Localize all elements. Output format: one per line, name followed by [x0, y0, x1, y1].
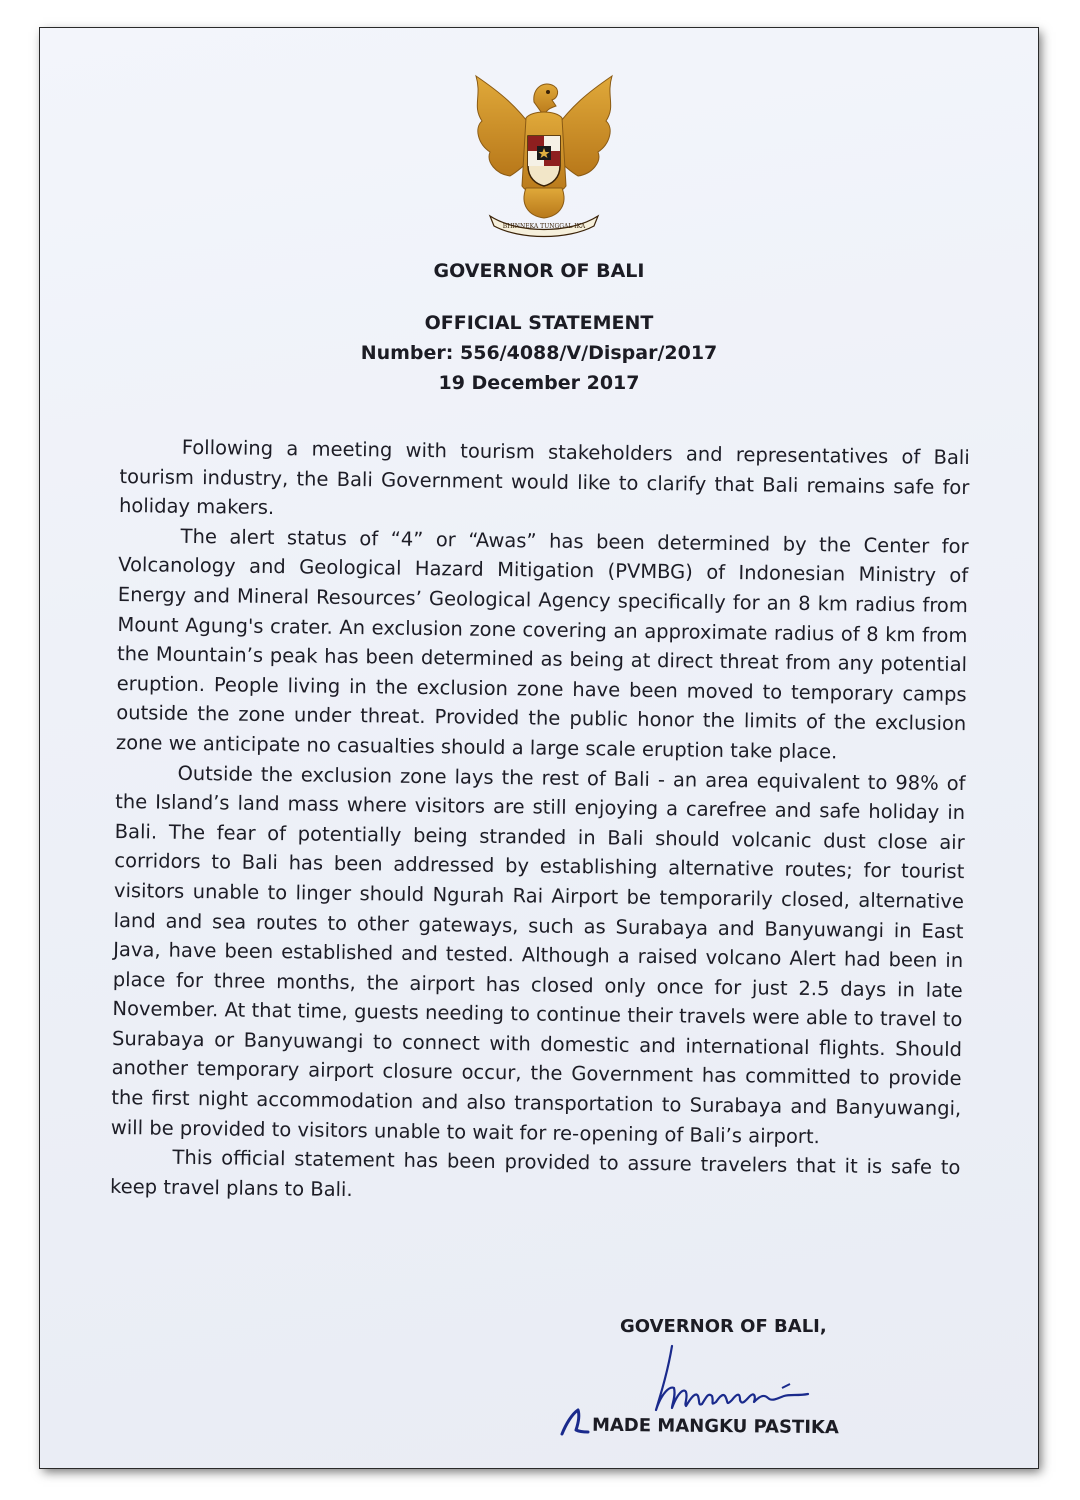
handwritten-signature — [622, 1340, 832, 1420]
garuda-emblem-icon — [468, 66, 620, 238]
document-page — [40, 28, 1038, 1468]
statement-number: Number: 556/4088/V/Dispar/2017 — [360, 342, 718, 364]
signatory-name: MADE MANGKU PASTIKA — [591, 1414, 839, 1439]
paragraph: This official statement has been provided to assure travelers that it is safe to keep travel plans to Bali. — [109, 1146, 961, 1201]
paragraph: The alert status of “4” or “Awas” has been determined by the Center for Volcanology and Geological Hazard Mitigation (PVMBG) of Indonesian Ministry of Energy and Mineral Resources’ Geological Agency specifically for an 8 km radius from Mount Agung's crater. An exclusion zone covering an approximate radius of 8 km from the Mountain’s peak has been determined as being at direct threat from any potential eruption. People living in the exclusion zone have been moved to temporary camps outside the zone under threat. Provided the public honor the limits of the exclusion zone we anticipate no casualties should a large scale eruption take place. — [115, 524, 969, 764]
paragraph: Following a meeting with tourism stakeholders and representatives of Bali tourism industry, the Bali Government would like to clarify that Bali remains safe for holiday makers. — [118, 435, 970, 520]
emblem-motto: BHINNEKA TUNGGAL IKA — [502, 223, 586, 230]
statement-date: 19 December 2017 — [438, 372, 640, 394]
statement-title: OFFICIAL STATEMENT — [424, 312, 654, 334]
statement-body — [110, 432, 970, 1212]
paragraph: Outside the exclusion zone lays the rest of Bali - an area equivalent to 98% of the Island’s land mass where visitors are still enjoying a carefree and safe holiday in Bali. The fear of potentially being stranded in Bali should volcanic dust close air corridors to Bali has been addressed by establishing alternative routes; for tourist visitors unable to linger should Ngurah Rai Airport be temporarily closed, alternative land and sea routes to other gateways, such as Surabaya and Banyuwangi in East Java, have been established and tested. Although a raised volcano Alert had been in place for three months, the airport has closed only once for just 2.5 days in late November. At that time, guests needing to continue their travels were able to travel to Surabaya or Banyuwangi to connect with domestic and international flights. Should another temporary airport closure occur, the Government has committed to provide the first night accommodation and also transportation to Surabaya and Banyuwangi, will be provided to visitors unable to wait for re-opening of Bali’s airport. — [110, 761, 966, 1148]
signature-title: GOVERNOR OF BALI, — [620, 1316, 827, 1337]
governor-heading: GOVERNOR OF BALI — [433, 260, 645, 282]
initial-mark-icon — [556, 1406, 590, 1436]
